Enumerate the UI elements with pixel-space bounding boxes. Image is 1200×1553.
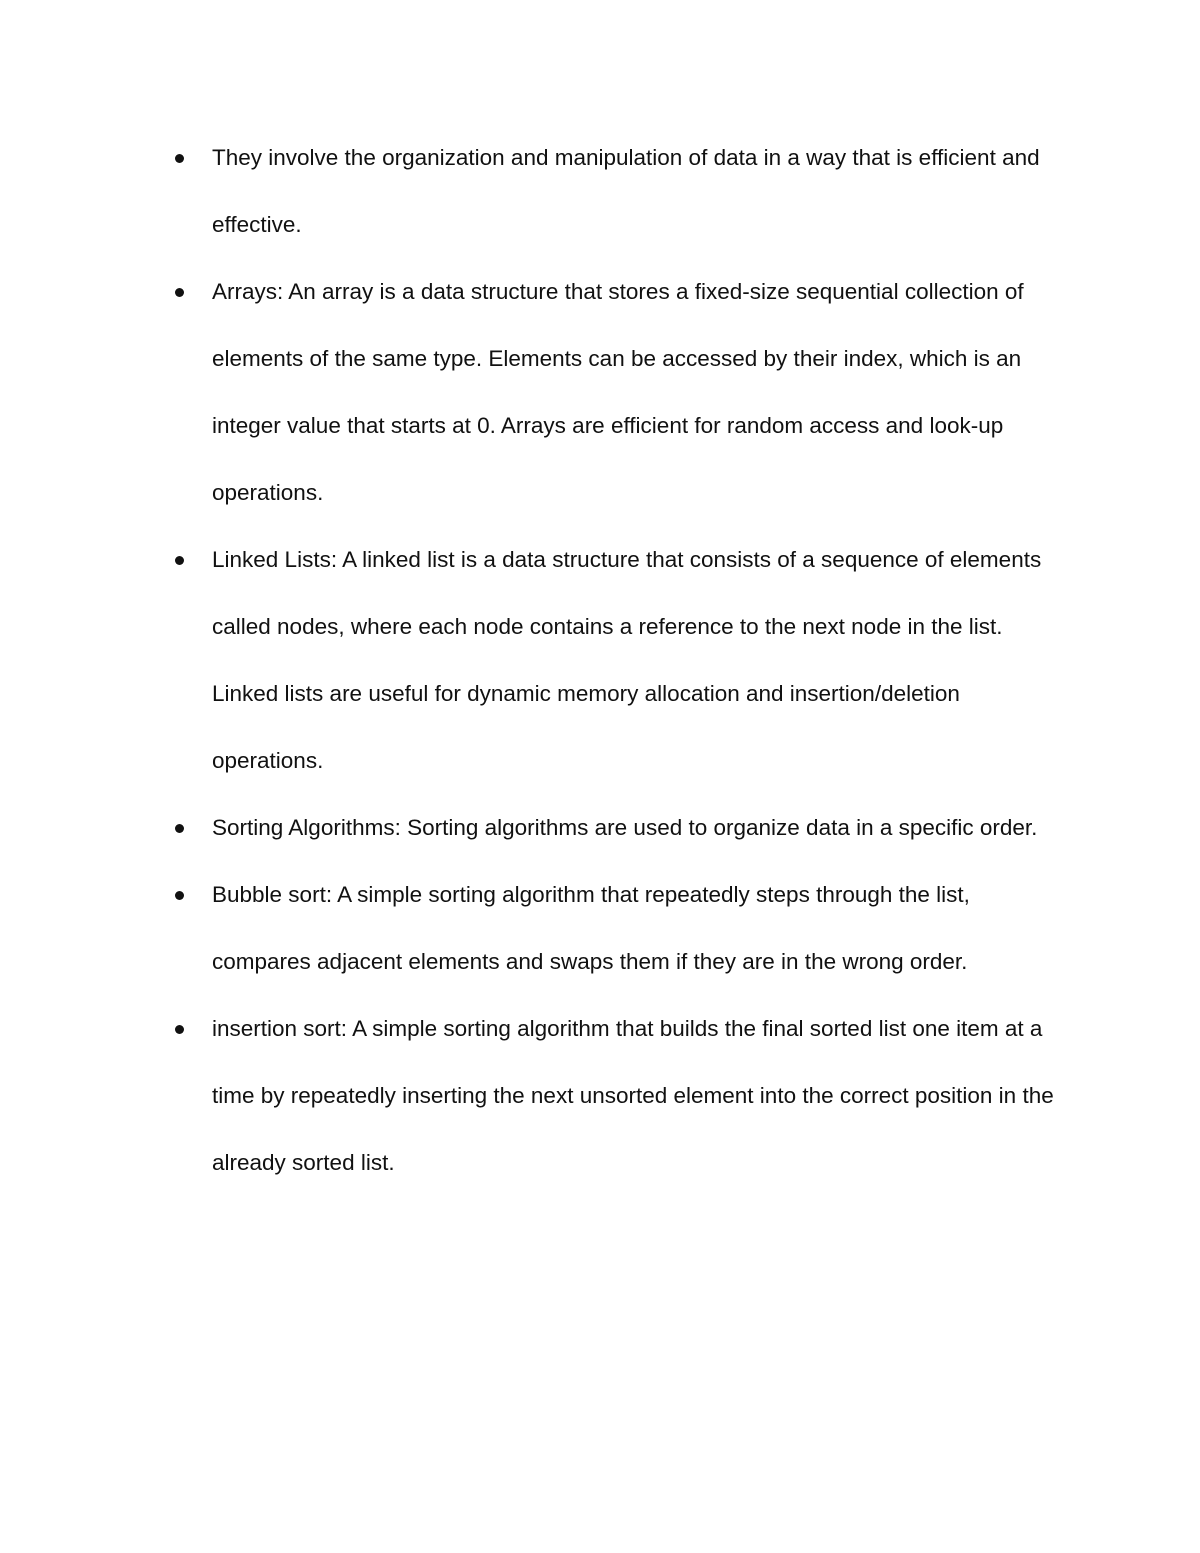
list-item — [173, 861, 1073, 995]
list-item — [173, 124, 1073, 258]
list-item — [173, 526, 1073, 794]
bullet-icon — [175, 1025, 184, 1034]
list-item-text: They involve the organization and manipulation of data in a way that is efficient and effective. — [212, 145, 1040, 237]
bullet-icon — [175, 556, 184, 565]
list-item-text: Arrays: An array is a data structure that stores a fixed-size sequential collection of elements of the same type. Elements can be accessed by their index, which is an integer value that starts at 0. Arrays are efficient for random access and look-up operations. — [212, 279, 1024, 505]
bullet-list — [173, 124, 1073, 1196]
list-item-text: Sorting Algorithms: Sorting algorithms are used to organize data in a specific order. — [212, 815, 1038, 840]
bullet-icon — [175, 824, 184, 833]
list-item-text: Linked Lists: A linked list is a data structure that consists of a sequence of elements called nodes, where each node contains a reference to the next node in the list. Linked lists are useful for dynamic memory allocation and insertion/deletion operations. — [212, 547, 1042, 773]
list-item-text: insertion sort: A simple sorting algorithm that builds the final sorted list one item at a time by repeatedly inserting the next unsorted element into the correct position in the already sorted list. — [212, 1016, 1054, 1175]
list-item — [173, 995, 1073, 1196]
list-item-text: Bubble sort: A simple sorting algorithm that repeatedly steps through the list, compares adjacent elements and swaps them if they are in the wrong order. — [212, 882, 970, 974]
bullet-icon — [175, 154, 184, 163]
list-item — [173, 258, 1073, 526]
bullet-icon — [175, 288, 184, 297]
bullet-icon — [175, 891, 184, 900]
list-item — [173, 794, 1073, 861]
